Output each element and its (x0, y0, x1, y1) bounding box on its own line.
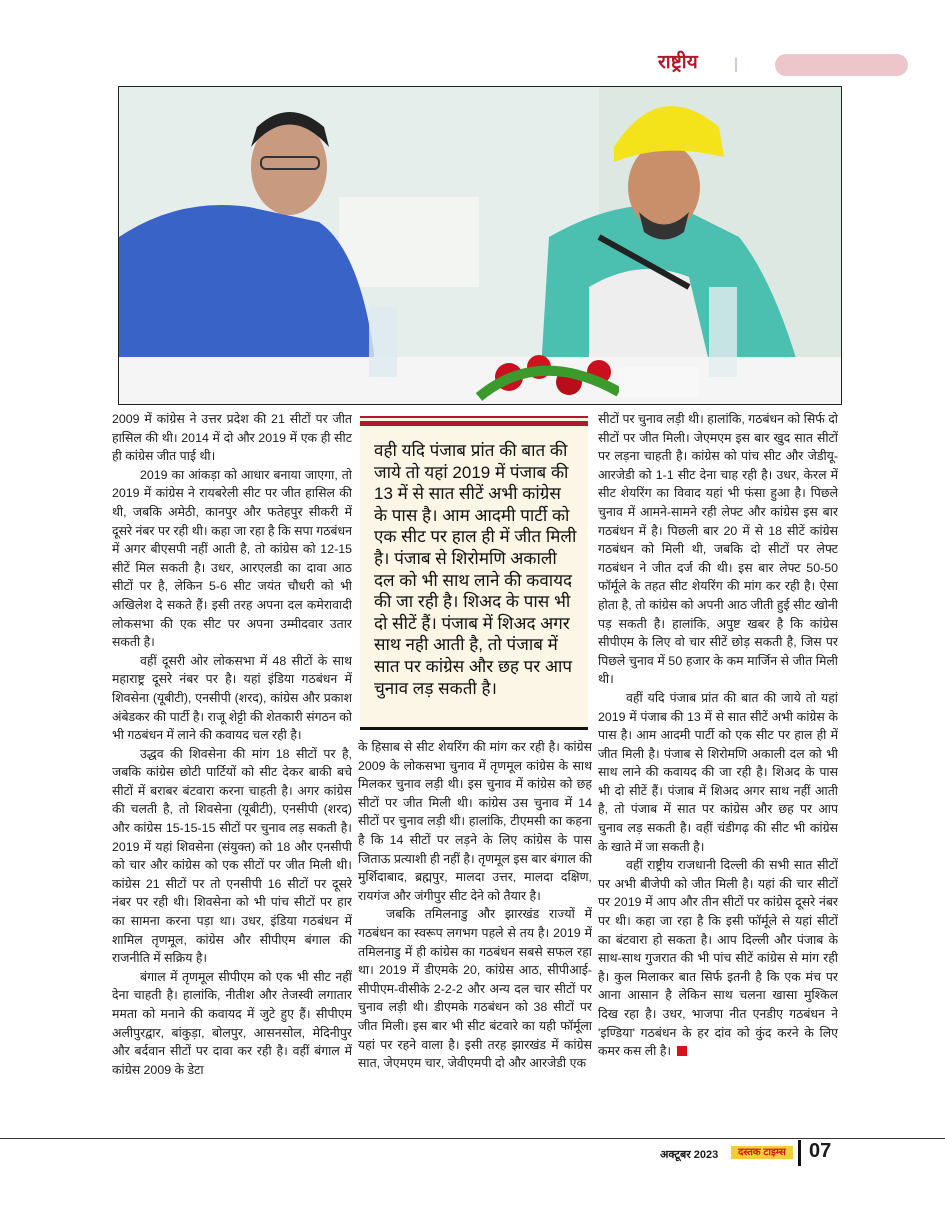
paragraph: वहीं यदि पंजाब प्रांत की बात की जाये तो यहां 2019 में पंजाब की 13 में से सात सीटें अभी कांग्रेस के पास है। आम आदमी पार्टी को एक सीट पर हाल ही में जीत मिली है। पंजाब से शिरोमणि अकाली दल को भी साथ लाने की कवायद की जा रही है। शिअद के पास भी दो सीटें हैं। पंजाब में शिअद अगर साथ नहीं आती है, तो पंजाब में सात पर कांग्रेस और छह पर आप चुनाव लड़ सकती है। वहीं चंडीगढ़ की सीट भी कांग्रेस के खाते में जा सकती है। (598, 690, 838, 854)
magazine-logo: दस्तक टाइम्स (731, 1146, 793, 1159)
paragraph: वहीं दूसरी ओर लोकसभा में 48 सीटों के साथ महाराष्ट्र दूसरे नंबर पर है। यहां इंडिया गठबंधन में शिवसेना (यूबीटी), एनसीपी (शरद), कांग्रेस और प्रकाश अंबेडकर की पार्टी है। राजू शेट्टी की शेतकारी संगठन को भी गठबंधन में लाने की कवायद चल रही है। (112, 653, 352, 743)
pull-quote-text: वही यदि पंजाब प्रांत की बात की जाये तो यहां 2019 में पंजाब की 13 में से सात सीटें अभी कांग्रेस के पास है। आम आदमी पार्टी को एक सीट पर हाल ही में जीत मिली है। पंजाब से शिरोमणि अकाली दल को भी साथ लाने की कवायद की जा रही है। शिअद के पास भी दो सीटें हैं। पंजाब में शिअद अगर साथ नही आती है, तो पंजाब में सात पर कांग्रेस और छह पर आप चुनाव लड़ सकती है। (374, 441, 577, 698)
article-column-1 (112, 410, 352, 1136)
page-number: 07 (809, 1140, 832, 1162)
pull-quote (360, 416, 588, 728)
header-divider (735, 58, 737, 72)
paragraph: जबकि तमिलनाडु और झारखंड राज्यों में गठबंधन का स्वरूप लगभग पहले से तय है। 2019 में तमिलनाडु में ही कांग्रेस का गठबंधन सबसे सफल रहा था। 2019 में डीएमके 20, कांग्रेस आठ, सीपीआई-सीपीएम-वीसीके 2-2-2 और अन्य दल चार सीटों पर चुनाव लड़ी थी। डीएमके गठबंधन को 38 सीटों पर जीत मिली। इस बार भी सीट बंटवारे का यही फॉर्मूला यहां पर रहने वाला है। इसी तरह झारखंड में कांग्रेस सात, जेएमएम चार, जेवीएमपी दो और आरजेडी एक (358, 907, 592, 1071)
paragraph: उद्धव की शिवसेना की मांग 18 सीटों पर है, जबकि कांग्रेस छोटी पार्टियों को सीट देकर बाकी बचे सीटों में बराबर बंटवारा करना चाहती है। अगर कांग्रेस की चलती है, तो शिवसेना (यूबीटी), एनसीपी (शरद) और कांग्रेस 15-15-15 सीटों पर चुनाव लड़ सकती है। 2019 में यहां शिवसेना (संयुक्त) को 18 और एनसीपी को चार और कांग्रेस को एक सीटों पर जीत मिली थी। कांग्रेस 21 सीटों पर तो एनसीपी 16 सीटों पर दूसरे नंबर पर रही थी। शिवसेना को भी पांच सीटों पर हार का सामना करना पड़ा था। उधर, इंडिया गठबंधन में शामिल तृणमूल, कांग्रेस और सीपीएम बंगाल की राजनीति में सक्रिय है। (112, 746, 352, 966)
article-column-2 (358, 738, 592, 1136)
footer-divider (798, 1140, 801, 1166)
footer-rule (0, 1138, 945, 1139)
quote-rule-thick (360, 421, 588, 426)
paragraph: 2009 में कांग्रेस ने उत्तर प्रदेश की 21 सीटों पर जीत हासिल की थी। 2014 में दो और 2019 में एक ही सीट ही कांग्रेस जीत पाई थी। (112, 412, 352, 464)
paragraph-last (598, 856, 838, 1061)
paragraph: 2019 का आंकड़ा को आधार बनाया जाएगा, तो 2019 में कांग्रेस ने रायबरेली सीट पर जीत हासिल की थी, जबकि अमेठी, कानपुर और फतेहपुर सीकरी में दूसरे नंबर पर रही थी। कहा जा रहा है कि सपा गठबंधन में अगर बीएसपी नहीं आती है, तो कांग्रेस को 12-15 सीटें मिल सकती है। उधर, आरएलडी का दावा आठ सीटों पर है, लेकिन 5-6 सीट जयंत चौधरी को भी अखिलेश दे सकते हैं। इसी तरह अपना दल कमेरावादी लोकसभा की एक सीट पर अपना उम्मीदवार उतार सकती है। (112, 467, 352, 650)
header-pill-decoration (775, 54, 908, 76)
paragraph: सीटों पर चुनाव लड़ी थी। हालांकि, गठबंधन को सिर्फ दो सीटों पर जीत मिली। जेएमएम इस बार खुद सात सीटों पर लड़ना चाहती है। कांग्रेस को पांच सीट और जेडीयू-आरजेडी को 1-1 सीट देना चाह रही है। उधर, केरल में सीट शेयरिंग का विवाद यहां भी फंसा हुआ है। पिछले चुनाव में आमने-सामने रही लेफ्ट और कांग्रेस इस बार गठबंधन में है। पिछली बार 20 में से 18 सीटें कांग्रेस गठबंधन को मिली थी, जबकि दो सीटों पर लेफ्ट गठबंधन ने जीत दर्ज की थी। इस बार लेफ्ट 50-50 फॉर्मूले के तहत सीट शेयरिंग की मांग कर रही है। ऐसा होता है, तो कांग्रेस को अपनी आठ जीती हुई सीट खोनी पड़ सकती है। हालांकि, अपुष्ट खबर है कि कांग्रेस सीपीएम के लिए वो चार सीटें छोड़ सकती है, जिस पर पिछले चुनाव में 50 हजार के कम मार्जिन से जीत मिली थी। (598, 412, 838, 687)
paragraph: के हिसाब से सीट शेयरिंग की मांग कर रही है। कांग्रेस 2009 के लोकसभा चुनाव में तृणमूल कांग्रेस के साथ मिलकर चुनाव लड़ी थी। इस चुनाव में कांग्रेस को छह सीटों पर जीत मिली थी। कांग्रेस उस चुनाव में 14 सीटों पर चुनाव लड़ी थी। हालांकि, टीएमसी का कहना है कि 14 सीटों पर लड़ने के लिए कांग्रेस के पास जिताऊ प्रत्याशी ही नहीं है। तृणमूल इस बार बंगाल की मुर्शिदाबाद, ब्रह्मपुर, मालदा उत्तर, मालदा दक्षिण, रायगंज और जंगीपुर सीट देने को तैयार है। (358, 740, 592, 903)
issue-date: अक्टूबर 2023 (660, 1149, 719, 1161)
paragraph: वहीं राष्ट्रीय राजधानी दिल्ली की सभी सात सीटों पर अभी बीजेपी को जीत मिली है। यहां की चार सीटों पर 2019 में आप और तीन सीटों पर कांग्रेस दूसरे नंबर पर थी। कहा जा रहा है कि इसी फॉर्मूले से यहां सीटों का बंटवारा हो सकता है। आप दिल्ली और पंजाब के साथ-साथ गुजरात की भी पांच सीटें कांग्रेस से मांग रही है। कुल मिलाकर बात सिर्फ इतनी है कि एक मंच पर आना आसान है लेकिन साथ चलना खासा मुश्किल दिख रहा है। उधर, भाजपा नीत एनडीए गठबंधन ने 'इण्डिया' गठबंधन के हर दांव को कुंद करने के लिए कमर कस ली है। (598, 858, 838, 1059)
article-photo (118, 86, 842, 405)
article-column-3 (598, 410, 838, 1136)
quote-rule-bottom (360, 727, 588, 730)
quote-rule-thin (360, 416, 588, 418)
end-mark-icon (677, 1046, 687, 1056)
section-label: राष्ट्रीय (658, 52, 698, 73)
paragraph: बंगाल में तृणमूल सीपीएम को एक भी सीट नहीं देना चाहती है। हालांकि, नीतीश और तेजस्वी लगातार ममता को मनाने की कवायद में जुटे हुए हैं। सीपीएम अलीपुरद्वार, बांकुड़ा, बोलपुर, आसनसोल, मेदिनीपुर और बर्दवान सीटों पर दावा कर रही है। वहीं बंगाल में कांग्रेस 2009 के डेटा (112, 969, 352, 1077)
